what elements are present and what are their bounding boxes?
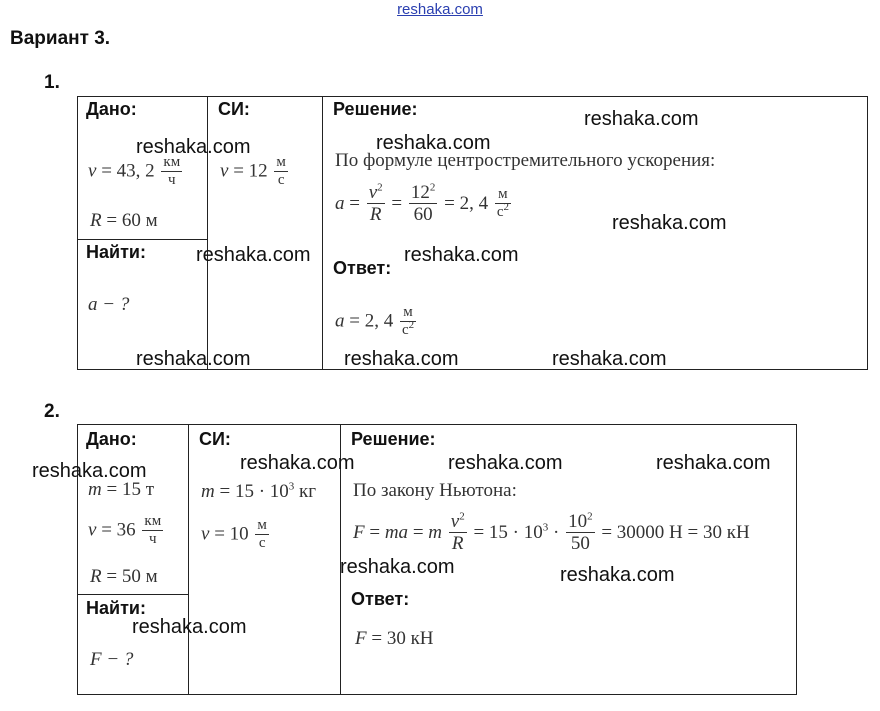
problem-1-reshenie-header: Решение: — [333, 99, 418, 119]
problem-2-number: 2. — [44, 401, 60, 422]
problem-2-reshenie-header: Решение: — [351, 429, 436, 449]
problem-1-naiti-header: Найти: — [86, 242, 146, 262]
problem-2-dano-header: Дано: — [86, 429, 137, 449]
watermark: reshaka.com — [344, 348, 459, 370]
problem-2-formula: F = ma = m $\frac{v^2}{R}$ = $15 \cdot 10^3$ · $\frac{10^2}{50}$ = 30000 Н = 30 кН — [353, 510, 750, 554]
watermark: reshaka.com — [656, 452, 771, 474]
watermark: reshaka.com — [132, 616, 247, 638]
problem-2-divider-3 — [77, 594, 189, 595]
problem-1-given-v: v = 43, 2 $\frac{км}{ч}$ — [88, 154, 181, 188]
watermark: reshaka.com — [340, 556, 455, 578]
problem-2-divider-1 — [188, 424, 189, 695]
watermark: reshaka.com — [612, 212, 727, 234]
watermark: reshaka.com — [404, 244, 519, 266]
problem-1-otvet-header: Ответ: — [333, 258, 392, 278]
watermark: reshaka.com — [552, 348, 667, 370]
watermark: reshaka.com — [376, 132, 491, 154]
watermark: reshaka.com — [560, 564, 675, 586]
problem-2-given-m: m = 15 т — [88, 479, 155, 500]
problem-1-given-r: R = 60 м — [90, 210, 158, 231]
problem-1-formula: a = $\frac{v^2}{R}$ = $\frac{12^2}{60}$ = 2, 4 $\frac{м}{с^2}$ — [335, 181, 510, 225]
problem-2-otvet-header: Ответ: — [351, 589, 410, 609]
watermark: reshaka.com — [196, 244, 311, 266]
problem-1-solution-text: По формуле центростремительного ускорения: — [335, 150, 716, 171]
problem-2-given-r: R = 50 м — [90, 566, 158, 587]
site-link[interactable]: reshaka.com — [397, 1, 483, 18]
watermark: reshaka.com — [32, 460, 147, 482]
problem-1-divider-2 — [322, 96, 323, 370]
problem-2-given-v: v = 36 $\frac{км}{ч}$ — [88, 513, 162, 547]
problem-2-naiti-header: Найти: — [86, 598, 146, 618]
problem-2-si-header: СИ: — [199, 429, 231, 449]
problem-2-si-m: $m = 15 \cdot 10^3$ кг — [201, 480, 317, 502]
watermark: reshaka.com — [240, 452, 355, 474]
problem-1-number: 1. — [44, 72, 60, 93]
problem-1-answer: a = 2, 4 $\frac{м}{с^2}$ — [335, 304, 415, 338]
problem-2-si-v: v = 10 $\frac{м}{с}$ — [201, 517, 267, 551]
problem-1-find: a − ? — [88, 294, 130, 315]
problem-1-divider-3 — [77, 239, 208, 240]
watermark: reshaka.com — [448, 452, 563, 474]
problem-1-si-v: v = 12 $\frac{м}{с}$ — [220, 154, 286, 188]
watermark: reshaka.com — [584, 108, 699, 130]
variant-title: Вариант 3. — [10, 28, 111, 49]
watermark: reshaka.com — [136, 136, 251, 158]
problem-1-dano-header: Дано: — [86, 99, 137, 119]
problem-2-answer: F = 30 кН — [355, 628, 434, 649]
problem-2-find: F − ? — [90, 649, 134, 670]
problem-1-si-header: СИ: — [218, 99, 250, 119]
problem-2-solution-text: По закону Ньютона: — [353, 480, 517, 501]
watermark: reshaka.com — [136, 348, 251, 370]
